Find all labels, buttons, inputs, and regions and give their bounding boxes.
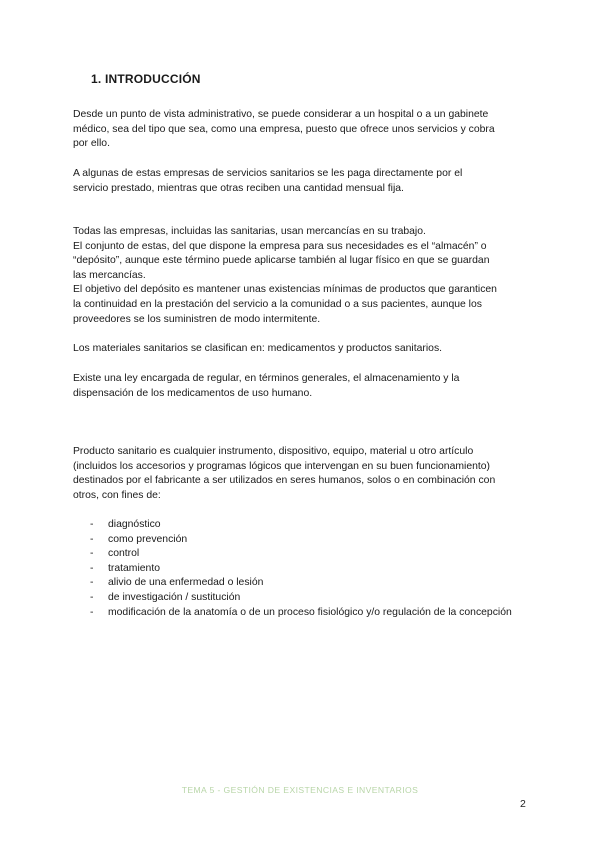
text-line: proveedores se los suministren de modo intermitente. [73,313,321,325]
dash-bullet: - [90,562,94,574]
page-number: 2 [520,798,526,810]
text-line: servicio prestado, mientras que otras reciben una cantidad mensual fija. [73,182,404,194]
text-line: la continuidad en la prestación del servicio a la comunidad o a sus pacientes, aunque los [73,298,482,310]
dash-bullet: - [90,591,94,603]
dash-bullet: - [90,577,94,589]
text-line: “depósito”, aunque este término puede aplicarse también al lugar físico en que se guardan [73,255,490,267]
dash-bullet: - [90,606,94,618]
paragraph-administrative [73,108,533,152]
dash-bullet: - [90,533,94,545]
section-heading: 1. INTRODUCCIÓN [91,72,201,86]
text-line: El objetivo del depósito es mantener unas existencias mínimas de productos que garanticen [73,284,497,296]
paragraph-warehouse [73,225,533,327]
dash-bullet: - [90,519,94,530]
text-line: Desde un punto de vista administrativo, se puede considerar a un hospital o a un gabinete [73,109,489,120]
text-line: Existe una ley encargada de regular, en términos generales, el almacenamiento y la [73,373,460,384]
page-footer: TEMA 5 - GESTIÓN DE EXISTENCIAS E INVENTARIOS [181,785,419,795]
list-item: - tratamiento [90,562,530,577]
paragraph-law [73,372,533,401]
text-line: destinados por el fabricante a ser utilizados en seres humanos, solos o en combinación con [73,475,496,487]
list-item: - de investigación / sustitución [90,591,530,606]
list-item: - alivio de una enfermedad o lesión [90,576,530,591]
text-line: médico, sea del tipo que sea, como una empresa, puesto que ofrece unos servicios y cobra [73,123,495,135]
text-line: las mercancías. [73,269,146,281]
list-item: - como prevención [90,533,530,548]
paragraph-definition [73,445,533,503]
paragraph-classification [73,342,533,357]
text-line: otros, con fines de: [73,489,161,501]
text-line: dispensación de los medicamentos de uso humano. [73,387,313,399]
text-line: A algunas de estas empresas de servicios sanitarios se les paga directamente por el [73,168,463,179]
text-line: Producto sanitario es cualquier instrumento, dispositivo, equipo, material u otro artículo [73,446,474,457]
dash-bullet: - [90,548,94,560]
text-line: Todas las empresas, incluidas las sanitarias, usan mercancías en su trabajo. [73,226,426,237]
text-line: Los materiales sanitarios se clasifican en: medicamentos y productos sanitarios. [73,343,443,354]
text-line: El conjunto de estas, del que dispone la empresa para sus necesidades es el “almacén” o [73,240,487,252]
paragraph-payment [73,167,533,196]
text-line: por ello. [73,138,110,150]
list-item: - modificación de la anatomía o de un proceso fisiológico y/o regulación de la concepción [90,606,530,621]
text-line: (incluidos los accesorios y programas lógicos que intervengan en su buen funcionamiento) [73,460,491,472]
list-item: - control [90,547,530,562]
list-item: - diagnóstico [90,518,530,533]
purpose-list [90,518,530,620]
